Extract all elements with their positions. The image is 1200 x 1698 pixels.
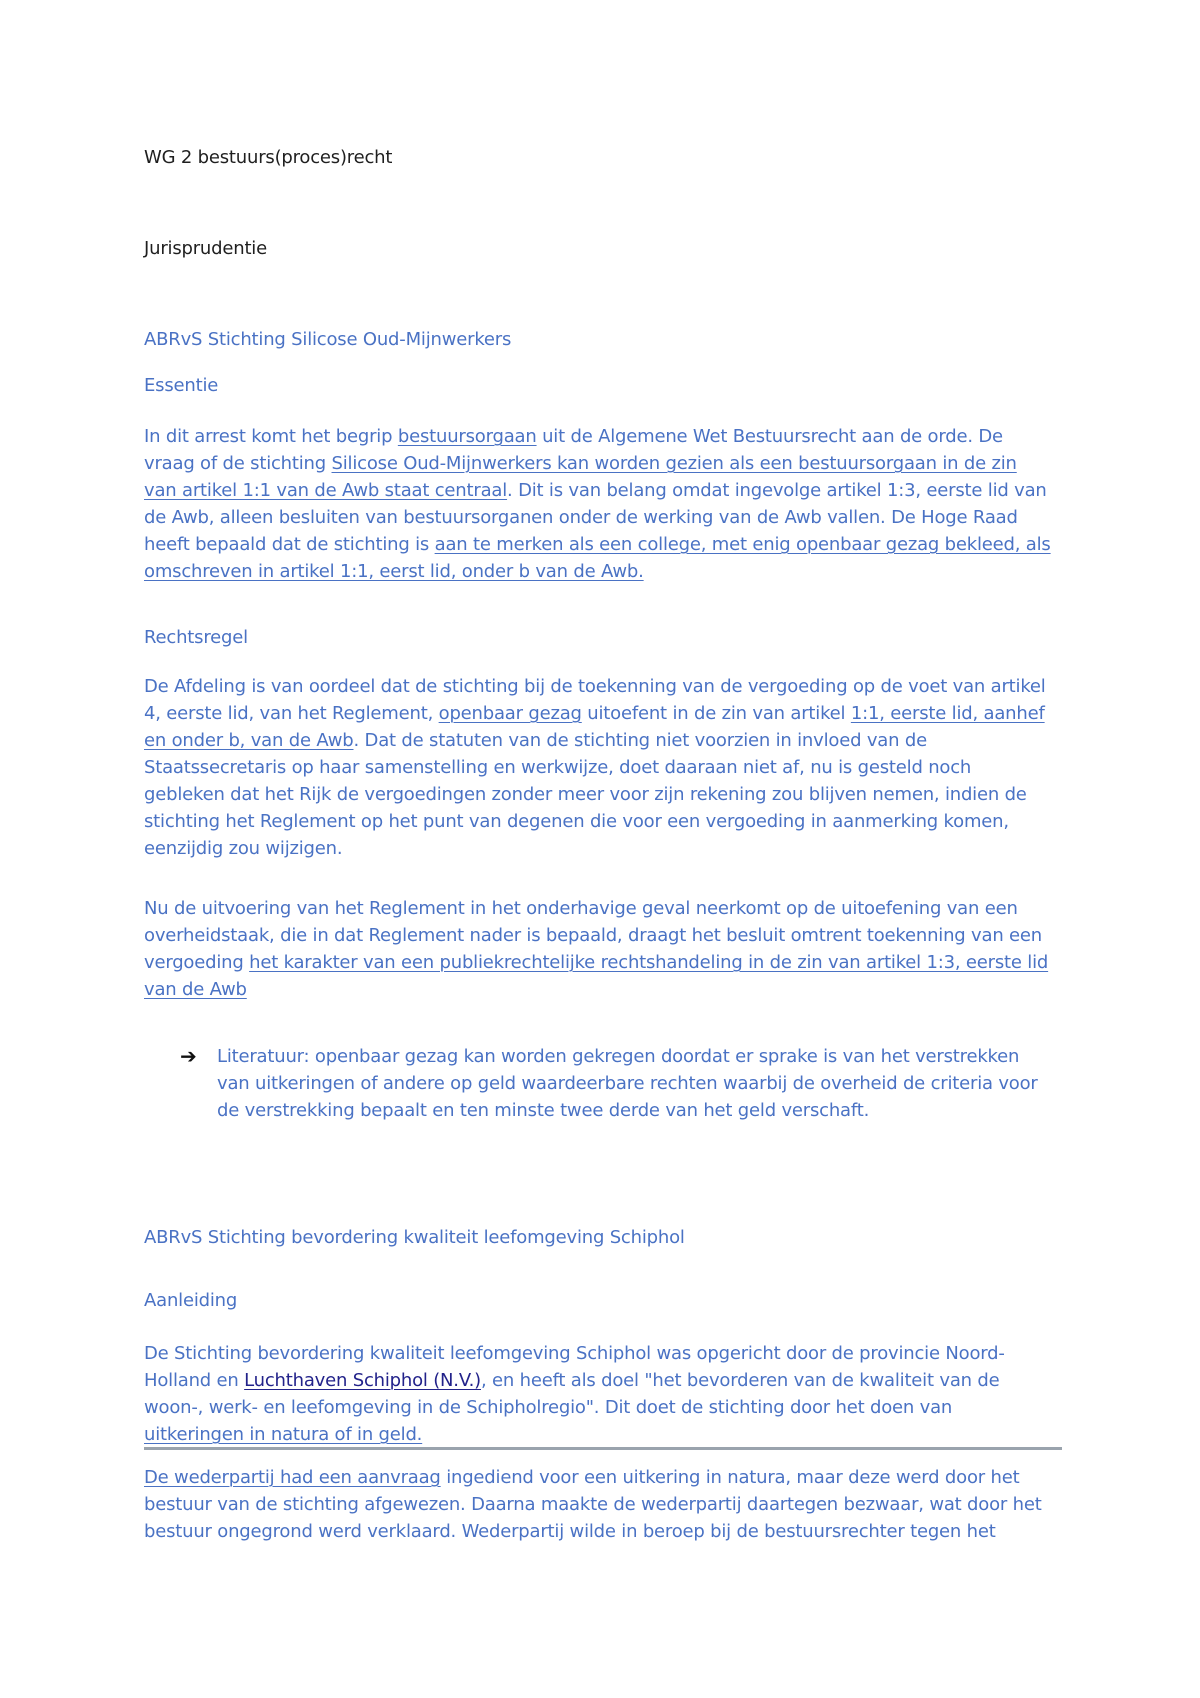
aanleiding-line-1: De Stichting bevordering kwaliteit leefomgeving Schiphol was opgericht door de provincie Noord- — [144, 1343, 1005, 1364]
paragraph2-line-3: vergoeding het karakter van een publiekrechtelijke rechtshandeling in de zin van artikel 1:3, eerste lid — [144, 952, 1049, 973]
arrow-right-icon: ➔ — [180, 1044, 197, 1068]
essentie-line-4: de Awb, alleen besluiten van bestuursorganen onder de werking van de Awb vallen. De Hoge Raad — [144, 507, 1018, 528]
aanleiding-heading: Aanleiding — [144, 1290, 238, 1311]
rechtsregel-line-2: 4, eerste lid, van het Reglement, openbaar gezag uitoefent in de zin van artikel 1:1, eerste lid, aanhef — [144, 703, 1045, 724]
rechtsregel-line-5: gebleken dat het Rijk de vergoedingen zonder meer voor zijn rekening zou blijven nemen, indien de — [144, 784, 1027, 805]
case2-title: ABRvS Stichting bevordering kwaliteit leefomgeving Schiphol — [144, 1227, 685, 1248]
essentie-line-2: vraag of de stichting Silicose Oud-Mijnwerkers kan worden gezien als een bestuursorgaan in de zin — [144, 453, 1017, 474]
paragraph2-line-4: van de Awb — [144, 979, 247, 1000]
document-title: WG 2 bestuurs(proces)recht — [144, 147, 393, 168]
aanleiding-line-4: uitkeringen in natura of in geld. — [144, 1424, 423, 1445]
essentie-line-6: omschreven in artikel 1:1, eerst lid, onder b van de Awb. — [144, 561, 644, 582]
essentie-line-3: van artikel 1:1 van de Awb staat centraal. Dit is van belang omdat ingevolge artikel 1:3, eerste lid van — [144, 480, 1047, 501]
case2-paragraph2-line-1: De wederpartij had een aanvraag ingediend voor een uitkering in natura, maar deze werd door het — [144, 1467, 1020, 1488]
literatuur-line-3: de verstrekking bepaalt en ten minste twee derde van het geld verschaft. — [217, 1100, 870, 1121]
literatuur-line-1: Literatuur: openbaar gezag kan worden gekregen doordat er sprake is van het verstrekken — [217, 1046, 1020, 1067]
rechtsregel-line-6: stichting het Reglement op het punt van degenen die voor een vergoeding in aanmerking komen, — [144, 811, 1009, 832]
paragraph2-line-2: overheidstaak, die in dat Reglement nader is bepaald, draagt het besluit omtrent toekenning van een — [144, 925, 1043, 946]
rechtsregel-line-3: en onder b, van de Awb. Dat de statuten van de stichting niet voorzien in invloed van de — [144, 730, 927, 751]
rechtsregel-line-7: eenzijdig zou wijzigen. — [144, 838, 343, 859]
paragraph2-line-1: Nu de uitvoering van het Reglement in het onderhavige geval neerkomt op de uitoefening van een — [144, 898, 1018, 919]
case2-paragraph2-line-2: bestuur van de stichting afgewezen. Daarna maakte de wederpartij daartegen bezwaar, wat door het — [144, 1494, 1042, 1515]
section-heading: Jurisprudentie — [144, 238, 267, 259]
essentie-line-5: heeft bepaald dat de stichting is aan te merken als een college, met enig openbaar gezag bekleed, als — [144, 534, 1051, 555]
rechtsregel-line-1: De Afdeling is van oordeel dat de stichting bij de toekenning van de vergoeding op de voet van artikel — [144, 676, 1046, 697]
rechtsregel-line-4: Staatssecretaris op haar samenstelling en werkwijze, doet daaraan niet af, nu is gesteld noch — [144, 757, 972, 778]
case2-paragraph2-line-3: bestuur ongegrond werd verklaard. Wederpartij wilde in beroep bij de bestuursrechter tegen het — [144, 1521, 996, 1542]
aanleiding-line-3: woon-, werk- en leefomgeving in de Schipholregio". Dit doet de stichting door het doen van — [144, 1397, 953, 1418]
rechtsregel-heading: Rechtsregel — [144, 627, 248, 648]
essentie-line-1: In dit arrest komt het begrip bestuursorgaan uit de Algemene Wet Bestuursrecht aan de orde. De — [144, 426, 1003, 447]
luchthaven-schiphol-link[interactable]: Luchthaven Schiphol (N.V.) — [244, 1370, 481, 1391]
aanleiding-line-2: Holland en Luchthaven Schiphol (N.V.), en heeft als doel "het bevorderen van de kwaliteit van de — [144, 1370, 1000, 1391]
literatuur-line-2: van uitkeringen of andere op geld waardeerbare rechten waarbij de overheid de criteria voor — [217, 1073, 1038, 1094]
section-divider — [144, 1447, 1062, 1450]
essentie-heading: Essentie — [144, 375, 219, 396]
case1-title: ABRvS Stichting Silicose Oud-Mijnwerkers — [144, 329, 512, 350]
